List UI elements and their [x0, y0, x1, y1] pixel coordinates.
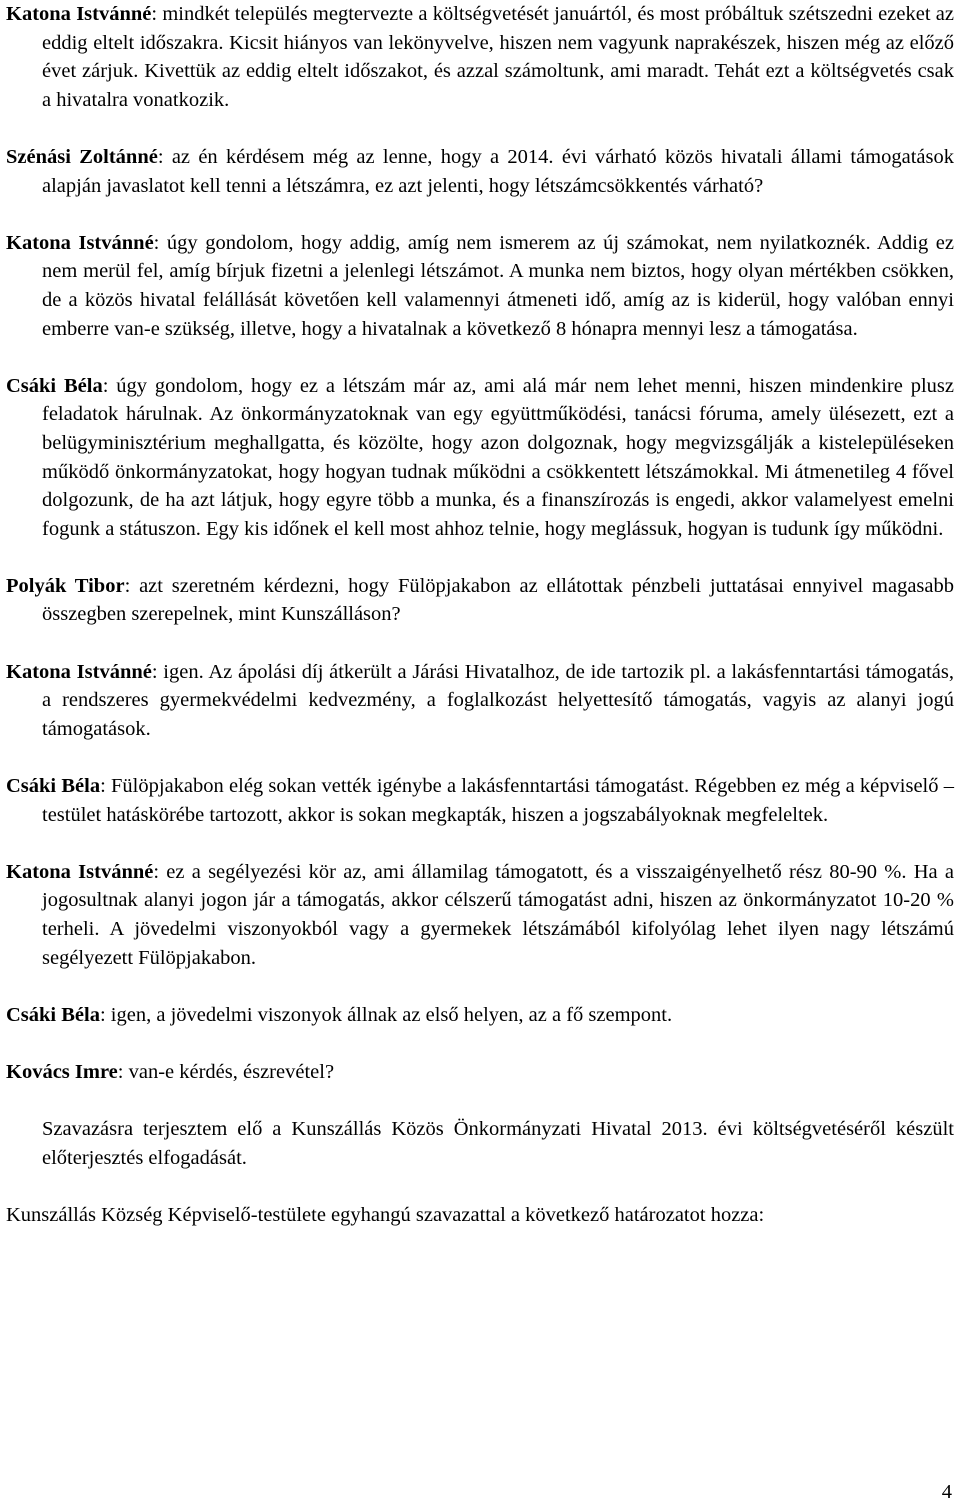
motion-paragraph: Szavazásra terjesztem elő a Kunszállás Közös Önkormányzati Hivatal 2013. évi költségvetéséről készült előterjesztés elfogadását.: [42, 1118, 954, 1169]
paragraph-text: : úgy gondolom, hogy ez a létszám már az, ami alá már nem lehet menni, hiszen mindenkire plusz feladatok hárulnak. Az önkormányzatoknak van egy együttműködési, tanácsi fóruma, amely ülésezett, ezt a belügyminisztérium meghallgatta, és közölte, hogy azon dolgoznak, hogy megvizsgálják a kistelepüléseken működő önkormányzatokat, hogy hogyan tudnak működni a csökkentett létszámokkal. Mi átmenetileg 4 fővel dolgozunk, de ha azt látjuk, hogy egyre több a munka, és a finanszírozás is engedi, akkor valamelyest emelni fogunk a státuszon. Egy kis időnek el kell most ahhoz telnie, hogy meglássuk, hogyan is tudunk így működni.: [42, 374, 954, 540]
paragraph-text: : van-e kérdés, észrevétel?: [117, 1060, 335, 1083]
document-page: [6, 0, 954, 1258]
paragraph-katona-1: [6, 0, 954, 114]
paragraph-text: : az én kérdésem még az lenne, hogy a 2014. évi várható közös hivatali állami támogatások alapján javaslatot kell tenni a létszámra, ez azt jelenti, hogy létszámcsökkentés várható?: [42, 145, 954, 197]
speaker-name: Csáki Béla: [6, 374, 103, 397]
speaker-name: Csáki Béla: [6, 1003, 100, 1026]
paragraph-text: : úgy gondolom, hogy addig, amíg nem ismerem az új számokat, nem nyilatkoznék. Addig ez nem merül fel, amíg bírjuk fizetni a jelenlegi létszámot. A munka nem biztos, hogy olyan mértékben csökken, de a közös hivatal felállását követően kell valamennyi átmeneti idő, amíg az is kiderül, hogy valóban ennyi emberre van-e szükség, illetve, hogy a hivatalnak a következő 8 hónapra mennyi lesz a támogatása.: [42, 231, 955, 340]
resolution-intro: Kunszállás Község Képviselő-testülete egyhangú szavazattal a következő határozatot hozza:: [6, 1203, 765, 1226]
paragraph-katona-4: [6, 858, 954, 972]
paragraph-text: : ez a segélyezési kör az, ami államilag támogatott, és a visszaigényelhető rész 80-90 %. Ha a jogosultnak alanyi jogon jár a támogatás, akkor célszerű támogatást adni, hiszen az önkormányzatot 10-20 % terheli. A jövedelmi viszonyokból vagy a gyermekek létszámából kifolyólag lehet ilyen nagy létszámú segélyezett Fülöpjakabon.: [42, 860, 954, 969]
paragraph-csaki-2: [6, 772, 954, 829]
paragraph-polyak-1: [6, 572, 954, 629]
paragraph-katona-2: [6, 229, 954, 343]
paragraph-szenasi-1: [6, 143, 954, 200]
paragraph-kovacs-1: [6, 1058, 954, 1087]
speaker-name: Csáki Béla: [6, 775, 101, 798]
speaker-name: Katona Istvánné: [6, 3, 152, 25]
paragraph-text: : Fülöpjakabon elég sokan vették igénybe a lakásfenntartási támogatást. Régebben ez még a képviselő – testület hatáskörébe tartozott, akkor is sokan megkapták, hiszen a jogszabályoknak megfeleltek.: [42, 775, 954, 826]
paragraph-csaki-1: [6, 372, 954, 544]
paragraph-csaki-3: [6, 1001, 954, 1030]
paragraph-text: : igen, a jövedelmi viszonyok állnak az első helyen, az a fő szempont.: [99, 1003, 673, 1026]
paragraph-text: : azt szeretném kérdezni, hogy Fülöpjakabon az ellátottak pénzbeli juttatásai ennyivel magasabb összegben szerepelnek, mint Kunszálláson?: [42, 574, 954, 626]
speaker-name: Katona Istvánné: [6, 660, 152, 683]
paragraph-text: : mindkét település megtervezte a költségvetését januártól, és most próbáltuk szétszedni ezeket az eddig eltelt időszakra. Kicsit hiányos van lekönyvelve, hiszen nem vagyunk naprakészek, hiszen még az előző évet zárjuk. Kivettük az eddig eltelt időszakot, és azzal számoltunk, ami maradt. Tehát ezt a költségvetés csak a hivatalra vonatkozik.: [42, 3, 954, 111]
page-number: 4: [941, 1481, 952, 1503]
speaker-name: Katona Istvánné: [6, 231, 154, 254]
speaker-name: Kovács Imre: [6, 1060, 118, 1083]
speaker-name: Polyák Tibor: [6, 574, 125, 597]
speaker-name: Szénási Zoltánné: [6, 145, 158, 168]
paragraph-katona-3: [6, 658, 954, 744]
paragraph-text: : igen. Az ápolási díj átkerült a Járási Hivatalhoz, de ide tartozik pl. a lakásfenntartási támogatás, a rendszeres gyermekvédelmi kedvezmény, a foglalkozást helyettesítő támogatás, vagyis az alanyi jogú támogatások.: [42, 660, 955, 740]
speaker-name: Katona Istvánné: [6, 860, 154, 883]
